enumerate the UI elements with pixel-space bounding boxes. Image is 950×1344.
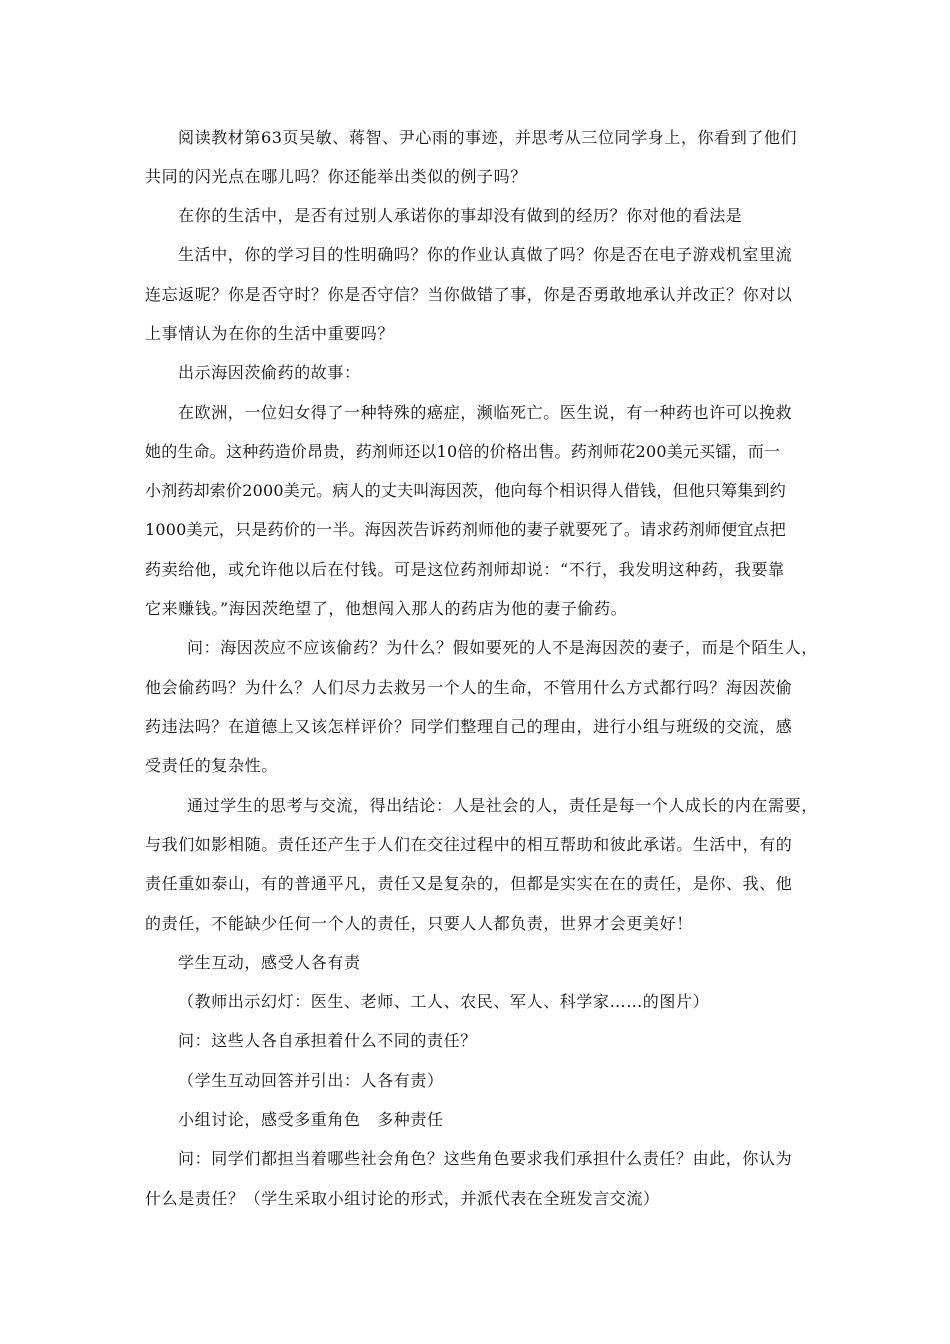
text-line-4: 生活中，你的学习目的性明确吗？你的作业认真做了吗？你是否在电子游戏机室里流: [178, 245, 793, 264]
text-line-18: 通过学生的思考与交流，得出结论：人是社会的人，责任是每一个人成长的内在需要，: [187, 796, 818, 815]
text-line-6: 上事情认为在你的生活中重要吗？: [145, 324, 395, 343]
text-line-23: （教师出示幻灯：医生、老师、工人、农民、军人、科学家……的图片）: [178, 992, 710, 1011]
text-line-5: 连忘返呢？你是否守时？你是否守信？当你做错了事，你是否勇敢地承认并改正？你对以: [145, 285, 793, 304]
text-line-28: 什么是责任？（学生采取小组讨论的形式，并派代表在全班发言交流）: [145, 1189, 660, 1208]
text-line-26: 小组讨论，感受多重角色 多种责任: [178, 1110, 444, 1129]
text-line-15: 他会偷药吗？为什么？人们尽力去救另一个人的生命，不管用什么方式都行吗？海因茨偷: [145, 678, 793, 697]
text-line-16: 药违法吗？在道德上又该怎样评价？同学们整理自己的理由，进行小组与班级的交流，感: [145, 717, 793, 736]
text-line-20: 责任重如泰山，有的普通平凡，责任又是复杂的，但都是实实在在的责任，是你、我、他: [145, 874, 793, 893]
text-line-2: 共同的闪光点在哪儿吗？你还能举出类似的例子吗？: [145, 167, 527, 186]
text-line-7: 出示海因茨偷药的故事：: [178, 363, 361, 382]
text-line-14: 问：海因茨应不应该偷药？为什么？假如要死的人不是海因茨的妻子，而是个陌生人，: [187, 638, 818, 657]
text-line-27: 问：同学们都担当着哪些社会角色？这些角色要求我们承担什么责任？由此，你认为: [178, 1149, 793, 1168]
text-line-8: 在欧洲，一位妇女得了一种特殊的癌症，濒临死亡。医生说，有一种药也许可以挽救: [178, 403, 793, 422]
text-line-24: 问：这些人各自承担着什么不同的责任？: [178, 1031, 477, 1050]
text-line-10: 小剂药却索价2000美元。病人的丈夫叫海因茨，他向每个相识得人借钱，但他只筹集到约: [145, 481, 786, 500]
text-line-19: 与我们如影相随。责任还产生于人们在交往过程中的相互帮助和彼此承诺。生活中，有的: [145, 835, 793, 854]
text-line-17: 受责任的复杂性。: [145, 756, 278, 775]
text-line-11: 1000美元，只是药价的一半。海因茨告诉药剂师他的妻子就要死了。请求药剂师便宜点把: [145, 520, 786, 539]
text-line-21: 的责任，不能缺少任何一个人的责任，只要人人都负责，世界才会更美好！: [145, 914, 693, 933]
text-line-12: 药卖给他，或允许他以后在付钱。可是这位药剂师却说：“不行，我发明这种药，我要靠: [145, 560, 785, 579]
text-line-25: （学生互动回答并引出：人各有责）: [178, 1071, 444, 1090]
text-line-22: 学生互动，感受人各有责: [178, 953, 361, 972]
text-line-3: 在你的生活中，是否有过别人承诺你的事却没有做到的经历？你对他的看法是: [178, 206, 743, 225]
text-line-9: 她的生命。这种药造价昂贵，药剂师还以10倍的价格出售。药剂师花200美元买镭，而一: [145, 442, 781, 461]
text-line-13: 它来赚钱。”海因茨绝望了，他想闯入那人的药店为他的妻子偷药。: [145, 599, 628, 618]
text-line-1: 阅读教材第63页吴敏、蒋智、尹心雨的事迹，并思考从三位同学身上，你看到了他们: [178, 128, 798, 147]
